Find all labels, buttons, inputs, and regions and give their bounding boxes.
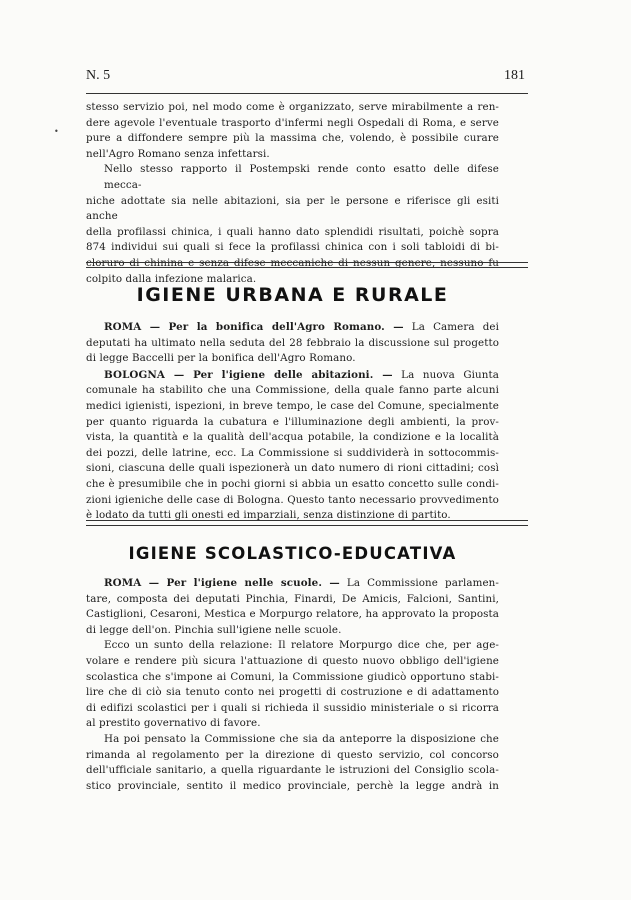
section-divider (86, 520, 528, 526)
text-line: stesso servizio poi, nel modo come è organizzato, serve mirabilmente a ren- (86, 101, 499, 113)
text-line: cloruro di chinina e senza difese meccaniche di nessun genere, nessuno fu (86, 256, 499, 269)
text-line: scolastica che s'impone ai Comuni, la Commissione giudicò opportuno stabi- (86, 670, 499, 683)
intro-paragraph-2 (86, 162, 499, 287)
text-line: deputati ha ultimato nella seduta del 28 febbraio la discussione sul progetto (86, 336, 499, 349)
news-lead: ROMA — Per la bonifica dell'Agro Romano. — (104, 321, 404, 333)
news-lead: ROMA — Per l'igiene nelle scuole. — (104, 577, 340, 589)
section-divider (86, 262, 528, 268)
bologna-abitazioni-paragraph (86, 368, 499, 524)
text-line: colpito dalla infezione malarica. (86, 272, 257, 285)
regolamento-paragraph (86, 732, 499, 794)
text-line: 874 individui sui quali si fece la profilassi chinica con i soli tabloidi di bi- (86, 241, 499, 254)
text-line (86, 368, 499, 384)
text-line: Ha poi pensato la Commissione che sia da anteporre la disposizione che (104, 732, 499, 745)
text-line: Ecco un sunto della relazione: Il relatore Morpurgo dice che, per age- (104, 639, 499, 652)
running-head (86, 68, 525, 84)
text-line: è lodato da tutti gli onesti ed imparziali, senza distinzione di partito. (86, 509, 451, 522)
text-line: medici igienisti, ispezioni, in breve tempo, le case del Comune, specialmente (86, 399, 499, 412)
text-line: al prestito governativo di favore. (86, 717, 261, 730)
section1-text (86, 320, 499, 524)
text-line: vista, la quantità e la qualità dell'acqua potabile, la condizione e la località (86, 431, 499, 444)
intro-text (86, 100, 499, 287)
roma-bonifica-paragraph (86, 320, 499, 367)
section-heading-urbana-rurale: IGIENE URBANA E RURALE (136, 284, 449, 306)
text-line: volare e rendere più sicura l'attuazione di questo nuovo obbligo dell'igiene (86, 654, 499, 667)
text-line: che è presumibile che in pochi giorni si abbia un esatto concetto sulle condi- (86, 477, 499, 490)
roma-scuole-paragraph (86, 576, 499, 638)
issue-number: N. 5 (86, 68, 111, 83)
text-line: niche adottate sia nelle abitazioni, sia per le persone e riferisce gli esiti anche (86, 194, 499, 223)
section2-text (86, 576, 499, 794)
text-line: di legge Baccelli per la bonifica dell'Agro Romano. (86, 352, 356, 365)
text-fragment: La nuova Giunta (401, 368, 500, 381)
text-line: dere agevole l'eventuale trasporto d'infermi negli Ospedali di Roma, e serve (86, 116, 499, 129)
text-line: rimanda al regolamento per la direzione di questo servizio, col concorso (86, 748, 499, 761)
text-fragment: La Camera dei (411, 321, 499, 333)
text-line: dei pozzi, delle latrine, ecc. La Commissione si suddividerà in sottocommis- (86, 446, 499, 459)
text-line: stico provinciale, sentito il medico provinciale, perchè la legge andrà in (86, 779, 499, 792)
text-line: di edifizi scolastici per i quali si richieda il sussidio ministeriale o si ricorra (86, 701, 499, 714)
text-line: della profilassi chinica, i quali hanno dato splendidi risultati, poichè sopra (86, 225, 499, 238)
text-line: lire che di ciò sia tenuto conto nei progetti di costruzione e di adattamento (86, 686, 499, 699)
text-line (86, 320, 499, 336)
news-lead: BOLOGNA — Per l'igiene delle abitazioni. — (104, 368, 393, 381)
text-line: sioni, ciascuna delle quali ispezionerà un dato numero di rioni cittadini; così (86, 462, 499, 475)
text-line: Castiglioni, Cesaroni, Mestica e Morpurgo relatore, ha approvato la proposta (86, 608, 499, 621)
header-rule (86, 93, 528, 94)
text-line: per quanto riguarda la cubatura e l'illuminazione degli ambienti, la prov- (86, 415, 499, 428)
text-line: zioni igieniche delle case di Bologna. Questo tanto necessario provvedimento (86, 493, 499, 506)
section-heading-scolastico-educativa: IGIENE SCOLASTICO-EDUCATIVA (128, 544, 457, 563)
text-line: nell'Agro Romano senza infettarsi. (86, 147, 270, 160)
text-line: comunale ha stabilito che una Commissione, della quale fanno parte alcuni (86, 384, 499, 397)
margin-mark: • (54, 127, 59, 136)
text-fragment: La Commissione parlamen- (346, 577, 499, 589)
page-number: 181 (504, 68, 525, 83)
text-line: tare, composta dei deputati Pinchia, Finardi, De Amicis, Falcioni, Santini, (86, 592, 499, 605)
text-line (86, 576, 499, 592)
text-line: Nello stesso rapporto il Postempski rende conto esatto delle difese mecca- (104, 163, 499, 191)
text-line: di legge dell'on. Pinchia sull'igiene nelle scuole. (86, 623, 342, 636)
relazione-paragraph (86, 638, 499, 732)
text-line: dell'ufficiale sanitario, a quella riguardante le istruzioni del Consiglio scola- (86, 764, 499, 777)
intro-paragraph-1 (86, 100, 499, 162)
text-line: pure a diffondere sempre più la massima che, volendo, è possibile curare (86, 132, 499, 145)
